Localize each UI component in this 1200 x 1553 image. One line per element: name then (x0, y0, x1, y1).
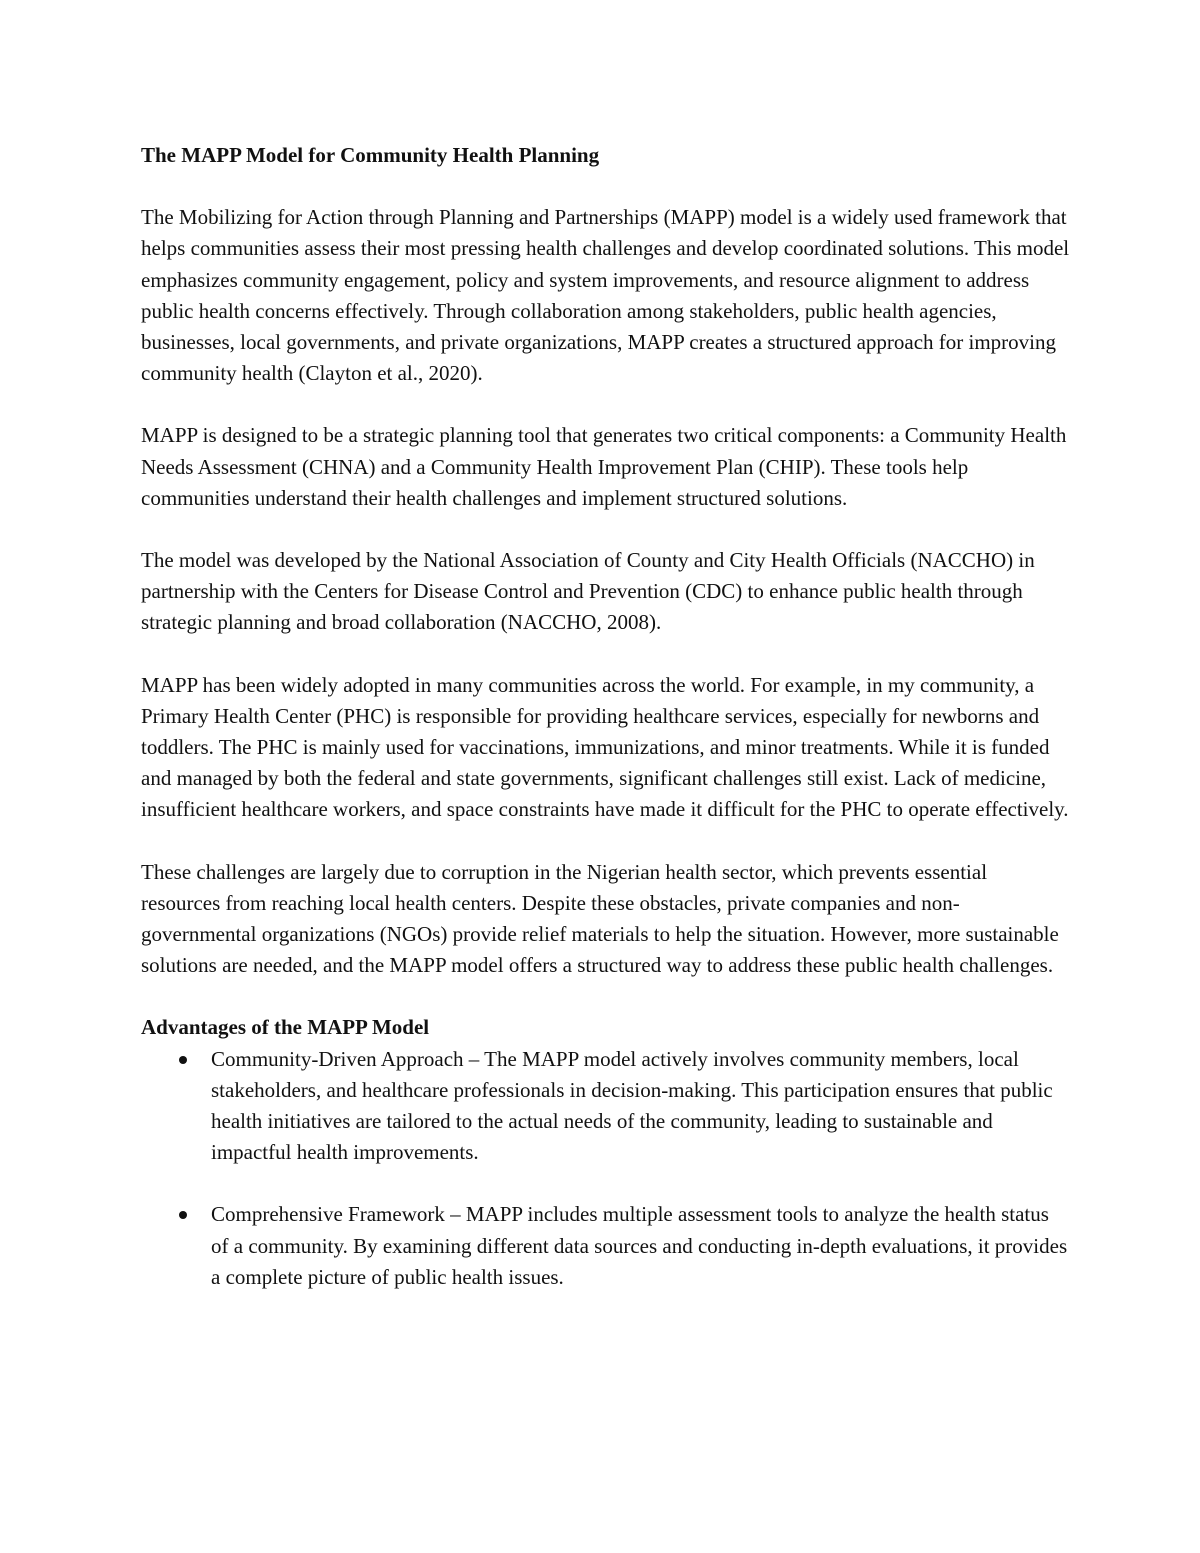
bullet-icon (179, 1211, 187, 1219)
list-item-text: Community-Driven Approach – The MAPP model actively involves community members, local stakeholders, and healthcare professionals in decision-making. This participation ensures that public health initiatives are tailored to the actual needs of the community, leading to sustainable and impactful health improvements. (211, 1046, 1053, 1165)
list-item-text: Comprehensive Framework – MAPP includes multiple assessment tools to analyze the health status of a community. By examining different data sources and conducting in-depth evaluations, it provides a complete picture of public health issues. (211, 1202, 1068, 1289)
paragraph-intro: The Mobilizing for Action through Planning and Partnerships (MAPP) model is a widely used framework that helps communities assess their most pressing health challenges and develop coordinated solutions. This model emphasizes community engagement, policy and system improvements, and resource alignment to address public health concerns effectively. Through collaboration among stakeholders, public health agencies, businesses, local governments, and private organizations, MAPP creates a structured approach for improving community health (Clayton et al., 2020). (141, 205, 1070, 386)
advantages-heading: Advantages of the MAPP Model (141, 1015, 430, 1040)
advantages-list (141, 1044, 1071, 1293)
list-item (141, 1199, 1071, 1293)
list-item (141, 1044, 1071, 1169)
paragraph-local-example: MAPP has been widely adopted in many communities across the world. For example, in my community, a Primary Health Center (PHC) is responsible for providing healthcare services, especially for newborns and toddlers. The PHC is mainly used for vaccinations, immunizations, and minor treatments. While it is funded and managed by both the federal and state governments, significant challenges still exist. Lack of medicine, insufficient healthcare workers, and space constraints have made it difficult for the PHC to operate effectively. (141, 672, 1069, 822)
document-body (141, 140, 1071, 1324)
paragraph-challenges: These challenges are largely due to corruption in the Nigerian health sector, which prevents essential resources from reaching local health centers. Despite these obstacles, private companies and non-governmental organizations (NGOs) provide relief materials to help the situation. However, more sustainable solutions are needed, and the MAPP model offers a structured way to address these public health challenges. (141, 859, 1059, 978)
bullet-icon (179, 1056, 187, 1064)
paragraph-origin: The model was developed by the National Association of County and City Health Officials (NACCHO) in partnership with the Centers for Disease Control and Prevention (CDC) to enhance public health through strategic planning and broad collaboration (NACCHO, 2008). (141, 548, 1035, 635)
document-title: The MAPP Model for Community Health Planning (141, 143, 600, 167)
paragraph-purpose: MAPP is designed to be a strategic planning tool that generates two critical components: a Community Health Needs Assessment (CHNA) and a Community Health Improvement Plan (CHIP). These tools help communities understand their health challenges and implement structured solutions. (141, 423, 1067, 510)
